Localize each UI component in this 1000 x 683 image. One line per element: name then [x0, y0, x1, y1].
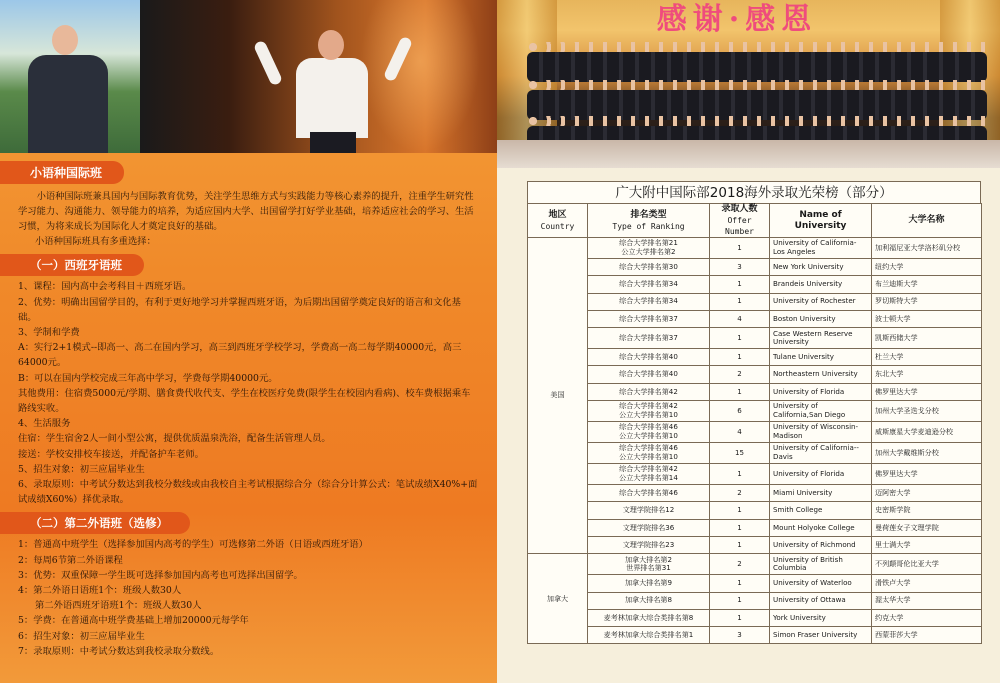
- offer-number-cell: 3: [710, 627, 770, 644]
- table-row: [528, 502, 982, 519]
- ranking-type-cell: 综合大学排名第30: [588, 259, 710, 276]
- university-en-cell: University of Ottawa: [770, 592, 872, 609]
- table-row: [528, 627, 982, 644]
- offer-number-cell: 1: [710, 383, 770, 400]
- university-cn-cell: 曼荷莲女子文理学院: [872, 519, 982, 536]
- university-cn-cell: 波士顿大学: [872, 310, 982, 327]
- region-cell: 美国: [528, 238, 588, 554]
- table-row: [528, 443, 982, 464]
- description-line: 5：学费：在普通高中班学费基础上增加20000元每学年: [18, 615, 249, 627]
- ranking-type-cell: 综合大学排名第37: [588, 310, 710, 327]
- photo-strip: [0, 0, 497, 153]
- university-en-cell: University of Richmond: [770, 536, 872, 553]
- university-en-cell: Case Western Reserve University: [770, 328, 872, 349]
- description-line: 3：优势：双重保障一学生既可选择参加国内高考也可选择出国留学。: [18, 569, 303, 581]
- offer-number-cell: 6: [710, 401, 770, 422]
- university-cn-cell: 凯斯西储大学: [872, 328, 982, 349]
- ranking-type-cell: 文理学院排名12: [588, 502, 710, 519]
- person-head: [52, 25, 78, 55]
- offer-number-cell: 4: [710, 422, 770, 443]
- ranking-type-cell: 综合大学排名第46: [588, 485, 710, 502]
- offer-number-cell: 1: [710, 609, 770, 626]
- university-en-cell: Miami University: [770, 485, 872, 502]
- table-row: [528, 401, 982, 422]
- university-en-cell: Boston University: [770, 310, 872, 327]
- university-cn-cell: 里士满大学: [872, 536, 982, 553]
- description-line: 2：每周6节第二外语课程: [18, 554, 123, 566]
- description-line: 其他费用：住宿费5000元/学期、膳食费代收代支、学生在校医疗免费(限学生在校园内看病)、校车费根据乘车路线实收。: [18, 387, 471, 414]
- offer-number-cell: 1: [710, 349, 770, 366]
- university-en-cell: University of California-Los Angeles: [770, 238, 872, 259]
- offer-number-cell: 4: [710, 310, 770, 327]
- spanish-class-details: [18, 279, 479, 507]
- offer-number-cell: 1: [710, 536, 770, 553]
- ranking-type-cell: 综合大学排名第40: [588, 349, 710, 366]
- table-row: [528, 554, 982, 575]
- offer-number-cell: 1: [710, 592, 770, 609]
- table-row: [528, 238, 982, 259]
- university-cn-cell: 滑铁卢大学: [872, 575, 982, 592]
- ranking-type-cell: 加拿大排名第2 世界排名第31: [588, 554, 710, 575]
- description-line: 1：普通高中班学生（选择参加国内高考的学生）可选修第二外语（日语或西班牙语）: [18, 539, 368, 551]
- university-cn-cell: 佛罗里达大学: [872, 383, 982, 400]
- section-banner-main: 小语种国际班: [0, 161, 124, 184]
- university-cn-cell: 约克大学: [872, 609, 982, 626]
- description-line: 1、课程：国内高中会考科目＋西班牙语。: [18, 281, 192, 293]
- university-en-cell: University of California--Davis: [770, 443, 872, 464]
- table-row: [528, 383, 982, 400]
- offer-number-cell: 1: [710, 519, 770, 536]
- table-row: [528, 536, 982, 553]
- offer-number-cell: 2: [710, 554, 770, 575]
- ranking-type-cell: 综合大学排名第37: [588, 328, 710, 349]
- ranking-type-cell: 综合大学排名第34: [588, 276, 710, 293]
- offer-number-cell: 1: [710, 464, 770, 485]
- person-head: [318, 30, 344, 60]
- header-region: 地区 Country: [528, 204, 588, 238]
- header-ranking-type: 排名类型 Type of Ranking: [588, 204, 710, 238]
- ranking-type-cell: 综合大学排名第42: [588, 383, 710, 400]
- graduation-photo: [497, 0, 1000, 168]
- description-line: A：实行2+1模式--即高一、高二在国内学习，高三到西班牙学校学习，学费高一高二每学期40000元，高三64000元。: [18, 342, 462, 369]
- intro-options: 小语种国际班具有多重选择：: [35, 236, 156, 248]
- table-row: [528, 366, 982, 383]
- table-row: [528, 328, 982, 349]
- university-cn-cell: 史密斯学院: [872, 502, 982, 519]
- table-row: [528, 293, 982, 310]
- university-en-cell: University of Florida: [770, 464, 872, 485]
- ranking-type-cell: 综合大学排名第42 公立大学排名第10: [588, 401, 710, 422]
- left-page: [0, 0, 497, 683]
- person-figure: [296, 58, 368, 138]
- university-cn-cell: 东北大学: [872, 366, 982, 383]
- table-row: [528, 485, 982, 502]
- table-row: [528, 310, 982, 327]
- description-line: 4、生活服务: [18, 418, 71, 430]
- ranking-type-cell: 综合大学排名第40: [588, 366, 710, 383]
- university-en-cell: University of Rochester: [770, 293, 872, 310]
- university-cn-cell: 布兰迪斯大学: [872, 276, 982, 293]
- description-line: 第二外语西班牙语班1个：班级人数30人: [35, 600, 202, 612]
- banner-thanks-text: 感谢·感恩: [656, 2, 818, 37]
- university-cn-cell: 纽约大学: [872, 259, 982, 276]
- ranking-type-cell: 综合大学排名第42 公立大学排名第14: [588, 464, 710, 485]
- ranking-type-cell: 综合大学排名第34: [588, 293, 710, 310]
- university-cn-cell: 罗切斯特大学: [872, 293, 982, 310]
- ranking-type-cell: 文理学院排名36: [588, 519, 710, 536]
- description-line: 6：招生对象：初三应届毕业生: [18, 630, 145, 642]
- person-figure: [28, 55, 108, 153]
- university-en-cell: Northeastern University: [770, 366, 872, 383]
- offer-number-cell: 1: [710, 575, 770, 592]
- program-description: [0, 153, 497, 683]
- university-en-cell: New York University: [770, 259, 872, 276]
- university-en-cell: University of Waterloo: [770, 575, 872, 592]
- second-language-details: [18, 537, 479, 659]
- university-en-cell: University of California,San Diego: [770, 401, 872, 422]
- table-row: [528, 519, 982, 536]
- description-line: 3、学制和学费: [18, 326, 80, 338]
- university-cn-cell: 加利福尼亚大学洛杉矶分校: [872, 238, 982, 259]
- table-title: 广大附中国际部2018海外录取光荣榜（部分）: [615, 185, 893, 201]
- offer-number-cell: 1: [710, 502, 770, 519]
- offer-number-cell: 15: [710, 443, 770, 464]
- description-line: 7：录取原则：中考试分数达到我校录取分数线。: [18, 645, 220, 657]
- offer-number-cell: 1: [710, 276, 770, 293]
- offer-number-cell: 1: [710, 293, 770, 310]
- university-cn-cell: 迈阿密大学: [872, 485, 982, 502]
- ranking-type-cell: 文理学院排名23: [588, 536, 710, 553]
- ranking-type-cell: 综合大学排名第46 公立大学排名第10: [588, 443, 710, 464]
- stage-floor: [497, 140, 1000, 168]
- ranking-type-cell: 加拿大排名第9: [588, 575, 710, 592]
- university-cn-cell: 渥太华大学: [872, 592, 982, 609]
- ranking-type-cell: 综合大学排名第21 公立大学排名第2: [588, 238, 710, 259]
- table-row: [528, 349, 982, 366]
- ranking-type-cell: 加拿大排名第8: [588, 592, 710, 609]
- table-row: [528, 575, 982, 592]
- ranking-type-cell: 综合大学排名第46 公立大学排名第10: [588, 422, 710, 443]
- header-university-cn: 大学名称: [872, 204, 982, 238]
- university-en-cell: University of Wisconsin-Madison: [770, 422, 872, 443]
- ranking-type-cell: 麦考林加拿大综合类排名第1: [588, 627, 710, 644]
- person-legs: [310, 132, 356, 153]
- offer-number-cell: 2: [710, 485, 770, 502]
- offer-number-cell: 2: [710, 366, 770, 383]
- description-line: 住宿：学生宿舍2人一间小型公寓，提供优质温泉洗浴，配备生活管理人员。: [18, 433, 331, 445]
- description-line: 接送：学校安排校车接送，并配备护车老师。: [18, 448, 204, 460]
- university-en-cell: Tulane University: [770, 349, 872, 366]
- university-en-cell: University of British Columbia: [770, 554, 872, 575]
- teacher-photo-outdoor: [0, 0, 140, 153]
- table-title-box: [527, 181, 981, 204]
- table-row: [528, 422, 982, 443]
- university-en-cell: York University: [770, 609, 872, 626]
- offer-number-cell: 3: [710, 259, 770, 276]
- table-row: [528, 464, 982, 485]
- table-row: [528, 276, 982, 293]
- description-line: 4：第二外语日语班1个：班级人数30人: [18, 585, 182, 597]
- table-row: [528, 609, 982, 626]
- university-en-cell: University of Florida: [770, 383, 872, 400]
- description-line: 2、优势：明确出国留学目的，有利于更好地学习并掌握西班牙语，为后期出国留学奠定良好的语言和文化基础。: [18, 296, 461, 323]
- header-university-en: Name of University: [770, 204, 872, 238]
- right-page: [497, 0, 1000, 683]
- stage-light: [360, 0, 480, 153]
- table-row: [528, 259, 982, 276]
- region-cell: 加拿大: [528, 554, 588, 644]
- university-en-cell: Brandeis University: [770, 276, 872, 293]
- offer-number-cell: 1: [710, 238, 770, 259]
- university-cn-cell: 不列颠哥伦比亚大学: [872, 554, 982, 575]
- university-cn-cell: 加州大学戴维斯分校: [872, 443, 982, 464]
- section-banner-second-language: （二）第二外语班（选修）: [0, 512, 190, 534]
- description-line: B：可以在国内学校完成三年高中学习，学费每学期40000元。: [18, 372, 278, 384]
- university-cn-cell: 佛罗里达大学: [872, 464, 982, 485]
- header-offer-number: 录取人数 Offer Number: [710, 204, 770, 238]
- intro-paragraph: 小语种国际班兼具国内与国际教育优势，关注学生思维方式与实践能力等核心素养的提升，注重学生研究性学习能力、沟通能力、领导能力的培养，为适应国内大学、出国留学打好学业基础，培养适应社会的学习、生活习惯，为将来成长为国际化人才奠定良好的基础。: [18, 191, 474, 233]
- university-cn-cell: 西蒙菲莎大学: [872, 627, 982, 644]
- university-cn-cell: 威斯康星大学麦迪逊分校: [872, 422, 982, 443]
- admissions-table: [527, 203, 982, 644]
- university-cn-cell: 加州大学圣迭戈分校: [872, 401, 982, 422]
- university-en-cell: Smith College: [770, 502, 872, 519]
- university-cn-cell: 杜兰大学: [872, 349, 982, 366]
- ranking-type-cell: 麦考林加拿大综合类排名第8: [588, 609, 710, 626]
- university-en-cell: Simon Fraser University: [770, 627, 872, 644]
- description-line: 6、录取原则：中考试分数达到我校分数线或由我校自主考试根据综合分（综合分计算公式：笔试成绩X40%+面试成绩X60%）择优录取。: [18, 479, 478, 506]
- section-banner-spanish: （一）西班牙语班: [0, 254, 144, 276]
- offer-number-cell: 1: [710, 328, 770, 349]
- description-line: 5、招生对象：初三应届毕业生: [18, 463, 145, 475]
- table-header-row: [528, 204, 982, 238]
- table-row: [528, 592, 982, 609]
- university-en-cell: Mount Holyoke College: [770, 519, 872, 536]
